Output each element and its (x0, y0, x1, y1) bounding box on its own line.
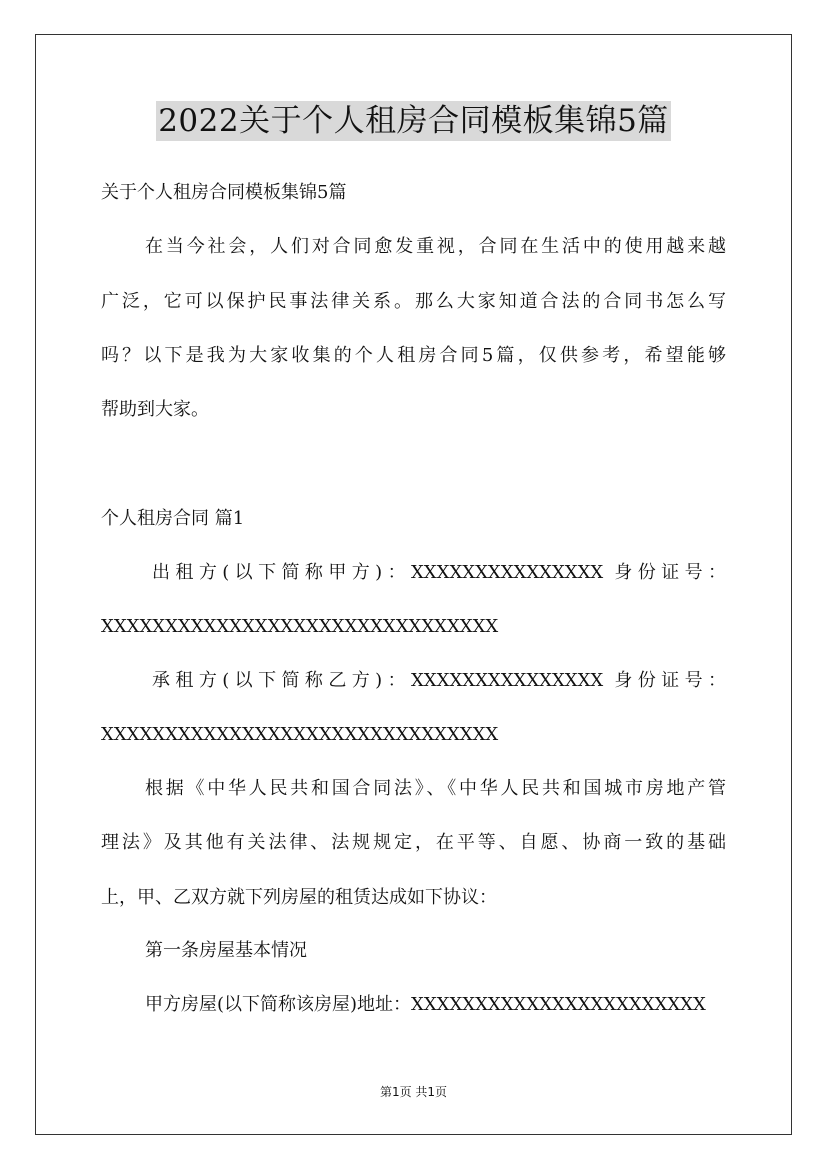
lessor-line-2: XXXXXXXXXXXXXXXXXXXXXXXXXXXXXXX (101, 616, 499, 637)
intro-line-4: 帮助到大家。 (101, 399, 209, 420)
lessee-line-1: 承租方(以下简称乙方)：XXXXXXXXXXXXXXX 身份证号： (152, 670, 726, 691)
title-container (0, 101, 827, 141)
article1-heading: 第一条房屋基本情况 (145, 940, 307, 961)
page-footer: 第1页 共1页 (379, 1085, 448, 1099)
address-line: 甲方房屋(以下简称该房屋)地址：XXXXXXXXXXXXXXXXXXXXXXX (145, 994, 706, 1015)
basis-line-2: 理法》及其他有关法律、法规规定，在平等、自愿、协商一致的基础 (101, 832, 726, 853)
document-subtitle: 关于个人租房合同模板集锦5篇 (101, 182, 347, 203)
document-title: 2022关于个人租房合同模板集锦5篇 (158, 103, 669, 139)
intro-line-1: 在当今社会，人们对合同愈发重视，合同在生活中的使用越来越 (145, 236, 726, 257)
basis-line-1: 根据《中华人民共和国合同法》、《中华人民共和国城市房地产管 (145, 778, 726, 799)
section-heading: 个人租房合同 篇1 (101, 508, 245, 529)
lessee-line-2: XXXXXXXXXXXXXXXXXXXXXXXXXXXXXXX (101, 724, 499, 745)
intro-line-3: 吗？以下是我为大家收集的个人租房合同5篇，仅供参考，希望能够 (101, 345, 726, 366)
lessor-line-1: 出租方(以下简称甲方)：XXXXXXXXXXXXXXX 身份证号： (152, 562, 726, 583)
basis-line-3: 上，甲、乙双方就下列房屋的租赁达成如下协议： (101, 887, 497, 908)
intro-line-2: 广泛，它可以保护民事法律关系。那么大家知道合法的合同书怎么写 (101, 291, 726, 312)
